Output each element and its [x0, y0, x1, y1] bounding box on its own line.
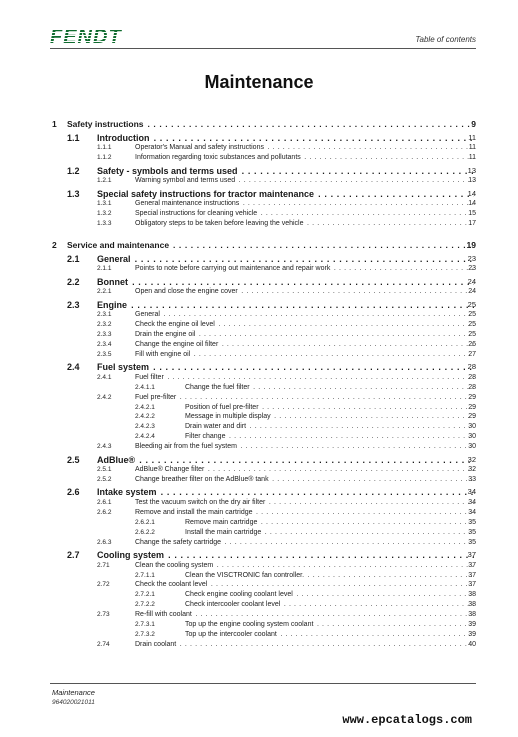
toc-entry-title-wrap	[135, 475, 474, 485]
toc-entry-page: 32	[468, 466, 476, 474]
toc-entry-title: Check engine cooling coolant level	[185, 591, 293, 599]
toc-entry-title-wrap	[135, 350, 474, 360]
toc-entry-page: 35	[468, 518, 476, 526]
toc-entry-number: 2.4	[67, 362, 80, 373]
toc-entry-number: 2.6.2.1	[135, 518, 155, 526]
toc-entry-page: 37	[468, 581, 476, 589]
toc-entry-title-wrap	[185, 600, 474, 610]
toc-entry-number: 1	[52, 119, 57, 129]
toc-entry-level-3[interactable]	[0, 498, 518, 508]
toc-entry-title: Message in multiple display	[185, 413, 271, 421]
toc-entry-number: 2.7.2.2	[135, 601, 155, 609]
toc-entry-level-4[interactable]	[0, 403, 518, 413]
toc-entry-title: Introduction	[97, 132, 150, 143]
toc-entry-title-wrap	[135, 538, 474, 548]
toc-entry-page: 37	[468, 561, 476, 569]
toc-entry-level-3[interactable]	[0, 561, 518, 571]
toc-entry-title: Change the safety cartridge	[135, 538, 221, 546]
toc-entry-level-3[interactable]	[0, 320, 518, 330]
toc-entry-page: 39	[468, 630, 476, 638]
toc-entry-number: 2.1	[67, 253, 80, 264]
toc-entry-title-wrap	[135, 153, 474, 163]
toc-entry-number: 2.4.1.1	[135, 383, 155, 391]
toc-entry-page: 25	[468, 331, 476, 338]
toc-entry-level-2[interactable]	[0, 188, 518, 200]
toc-entry-title-wrap	[185, 620, 474, 630]
toc-entry-title-wrap	[185, 422, 474, 432]
toc-entry-level-3[interactable]	[0, 640, 518, 650]
toc-entry-number: 2.4.2.4	[135, 433, 155, 441]
toc-entry-level-1[interactable]	[0, 118, 518, 130]
toc-entry-title: Test the vacuum switch on the dry air filter	[135, 499, 266, 506]
toc-entry-number: 1.1	[67, 132, 80, 143]
toc-entry-title: Clean the VISCTRONIC fan controller.	[185, 571, 305, 579]
toc-entry-level-3[interactable]	[0, 199, 518, 209]
toc-entry-title-wrap	[135, 442, 474, 452]
toc-entry-title: Cooling system	[97, 550, 165, 560]
toc-entry-title-wrap	[97, 486, 474, 498]
toc-entry-title: Operator's Manual and safety instructions	[135, 144, 264, 152]
toc-entry-title-wrap	[185, 403, 474, 413]
toc-entry-title: Top up the engine cooling system coolant	[185, 621, 314, 628]
toc-entry-level-2[interactable]	[0, 276, 518, 288]
toc-entry-level-3[interactable]	[0, 442, 518, 452]
toc-entry-number: 2.3.1	[97, 311, 112, 319]
toc-entry-level-2[interactable]	[0, 165, 518, 177]
toc-entry-title-wrap	[185, 630, 474, 640]
toc-entry-page: 32	[467, 454, 476, 464]
toc-entry-number: 1.1.1	[97, 144, 112, 152]
toc-entry-title: Change the engine oil filter	[135, 340, 219, 348]
toc-entry-title-wrap	[185, 383, 474, 393]
toc-entry-title: Check intercooler coolant level	[185, 601, 281, 609]
toc-entry-title-wrap	[67, 239, 474, 251]
toc-entry-title: Install the main cartridge	[185, 528, 262, 536]
toc-entry-title: Safety instructions	[67, 119, 144, 129]
toc-entry-number: 2.2	[67, 276, 80, 287]
toc-entry-title: Open and close the engine cover	[135, 288, 238, 296]
toc-entry-page: 30	[468, 423, 476, 431]
toc-entry-level-3[interactable]	[0, 508, 518, 518]
toc-entry-title-wrap	[135, 465, 474, 475]
toc-entry-number: 2.4.2	[97, 393, 112, 401]
toc-entry-level-3[interactable]	[0, 176, 518, 186]
toc-entry-title: Obligatory steps to be taken before leaving the vehicle	[135, 220, 304, 227]
toc-entry-level-2[interactable]	[0, 253, 518, 265]
toc-entry-page: 35	[468, 538, 476, 546]
toc-entry-number: 2.2.1	[97, 288, 112, 296]
page-title: Maintenance	[204, 72, 314, 92]
watermark: www.epcatalogs.com	[342, 713, 472, 727]
toc-entry-level-2[interactable]	[0, 486, 518, 498]
toc-entry-title-wrap	[185, 590, 474, 600]
header-divider	[50, 48, 476, 49]
toc-entry-title: Fuel filter	[135, 373, 164, 381]
toc-entry-number: 2.7.1.1	[135, 571, 155, 579]
toc-entry-page: 39	[468, 621, 476, 628]
toc-entry-title-wrap	[185, 412, 474, 422]
toc-entry-title-wrap	[97, 361, 474, 373]
toc-entry-page: 34	[467, 487, 476, 497]
toc-entry-page: 25	[468, 321, 476, 329]
toc-entry-number: 1.3.3	[97, 220, 112, 227]
toc-entry-title-wrap	[135, 393, 474, 403]
toc-entry-title-wrap	[97, 165, 474, 177]
toc-entry-page: 9	[471, 119, 476, 129]
toc-entry-number: 2.71	[97, 561, 110, 569]
toc-entry-title-wrap	[135, 176, 474, 186]
toc-entry-page: 14	[468, 200, 476, 208]
toc-entry-title-wrap	[185, 571, 474, 581]
toc-entry-page: 14	[467, 188, 476, 198]
toc-entry-number: 2.6.3	[97, 538, 112, 546]
toc-entry-level-2[interactable]	[0, 361, 518, 373]
toc-entry-number: 1.3.2	[97, 210, 112, 218]
toc-entry-level-4[interactable]	[0, 383, 518, 393]
toc-entry-title: Bonnet	[97, 276, 128, 287]
toc-entry-level-3[interactable]	[0, 350, 518, 360]
toc-entry-title: Fuel system	[97, 362, 150, 373]
toc-entry-page: 23	[467, 253, 476, 263]
toc-entry-level-3[interactable]	[0, 610, 518, 620]
toc-entry-number: 2.4.2.2	[135, 413, 155, 421]
toc-entry-number: 2.73	[97, 611, 110, 619]
toc-entry-number: 2.6.2	[97, 508, 112, 516]
toc-entry-title: Remove and install the main cartridge	[135, 508, 253, 516]
toc-entry-number: 2	[52, 239, 57, 250]
toc-entry-level-4[interactable]	[0, 600, 518, 610]
toc-entry-level-4[interactable]	[0, 422, 518, 432]
toc-entry-title: Fill with engine oil	[135, 350, 191, 358]
toc-entry-level-3[interactable]	[0, 153, 518, 163]
toc-entry-page: 13	[468, 177, 476, 185]
toc-entry-level-3[interactable]	[0, 143, 518, 153]
toc-entry-page: 27	[468, 350, 476, 358]
toc-entry-number: 1.2.1	[97, 177, 112, 185]
toc-entry-title-wrap	[135, 199, 474, 209]
toc-entry-level-3[interactable]	[0, 538, 518, 548]
toc-entry-title: Change breather filter on the AdBlue® tank	[135, 476, 269, 483]
toc-entry-page: 33	[468, 476, 476, 483]
toc-entry-level-3[interactable]	[0, 330, 518, 340]
toc-entry-title: General maintenance instructions	[135, 200, 240, 208]
toc-entry-number: 2.7.2.1	[135, 591, 155, 599]
toc-entry-title: Position of fuel pre-filter	[185, 403, 259, 411]
toc-entry-title-wrap	[97, 132, 474, 144]
toc-entry-title-wrap	[97, 188, 474, 200]
toc-entry-page: 35	[468, 528, 476, 536]
toc-entry-level-3[interactable]	[0, 219, 518, 229]
toc-entry-page: 30	[468, 443, 476, 451]
toc-entry-page: 19	[466, 239, 476, 250]
toc-entry-page: 29	[468, 393, 476, 401]
toc-entry-title-wrap	[135, 209, 474, 219]
toc-entry-number: 1.2	[67, 165, 80, 176]
toc-entry-title-wrap	[135, 498, 474, 508]
svg-text:FENDT: FENDT	[50, 27, 122, 45]
toc-entry-page: 29	[468, 413, 476, 421]
toc-entry-title-wrap	[135, 320, 474, 330]
toc-entry-title-wrap	[97, 253, 474, 265]
toc-entry-title: Drain coolant	[135, 640, 177, 648]
toc-entry-page: 24	[468, 288, 476, 296]
toc-entry-title-wrap	[185, 518, 474, 528]
toc-entry-title-wrap	[135, 508, 474, 518]
toc-entry-title: Service and maintenance	[67, 239, 170, 250]
toc-entry-number: 2.5.2	[97, 476, 112, 483]
toc-entry-title-wrap	[135, 330, 474, 340]
toc-entry-page: 25	[468, 311, 476, 319]
toc-entry-level-2[interactable]	[0, 299, 518, 311]
toc-entry-page: 26	[468, 340, 476, 348]
toc-entry-level-4[interactable]	[0, 528, 518, 538]
toc-entry-page: 38	[468, 591, 476, 599]
toc-entry-number: 2.4.2.3	[135, 423, 155, 431]
toc-entry-title: Re-fill with coolant	[135, 611, 192, 619]
toc-entry-page: 38	[468, 611, 476, 619]
toc-entry-number: 2.4.2.1	[135, 403, 155, 411]
toc-entry-title: General	[135, 311, 160, 319]
toc-entry-page: 28	[468, 383, 476, 391]
toc-entry-title-wrap	[135, 340, 474, 350]
toc-entry-page: 17	[468, 220, 476, 227]
toc-entry-title: Bleeding air from the fuel system	[135, 443, 237, 451]
toc-entry-level-2[interactable]	[0, 132, 518, 144]
toc-entry-number: 2.74	[97, 640, 110, 648]
toc-entry-title: Special instructions for cleaning vehicle	[135, 210, 258, 218]
toc-entry-title: AdBlue®	[97, 454, 136, 465]
toc-entry-number: 2.6.2.2	[135, 528, 155, 536]
toc-entry-level-3[interactable]	[0, 264, 518, 274]
toc-entry-page: 29	[468, 403, 476, 411]
toc-entry-number: 2.7.3.2	[135, 630, 155, 638]
toc-entry-title: Points to note before carrying out maintenance and repair work	[135, 265, 331, 273]
toc-entry-level-3[interactable]	[0, 209, 518, 219]
toc-entry-page: 24	[467, 276, 476, 286]
fendt-logo	[50, 27, 148, 45]
toc-entry-page: 37	[467, 550, 476, 559]
toc-entry-number: 2.1.1	[97, 265, 112, 273]
toc-entry-title-wrap	[135, 373, 474, 383]
toc-entry-page: 11	[468, 154, 476, 162]
toc-entry-title: Drain water and dirt	[185, 423, 247, 431]
toc-entry-level-3[interactable]	[0, 310, 518, 320]
toc-entry-number: 2.3.2	[97, 321, 112, 329]
toc-entry-title-wrap	[67, 118, 474, 130]
toc-entry-page: 28	[468, 373, 476, 381]
toc-entry-title-wrap	[185, 528, 474, 538]
toc-entry-title: Top up the intercooler coolant	[185, 630, 277, 638]
toc-entry-level-2[interactable]	[0, 549, 518, 561]
toc-entry-level-3[interactable]	[0, 287, 518, 297]
toc-entry-number: 1.3	[67, 188, 80, 199]
toc-entry-level-4[interactable]	[0, 630, 518, 640]
toc-entry-page: 23	[468, 265, 476, 273]
toc-entry-level-3[interactable]	[0, 393, 518, 403]
toc-entry-page: 34	[468, 499, 476, 506]
toc-entry-title-wrap	[97, 299, 474, 311]
toc-entry-title-wrap	[135, 310, 474, 320]
toc-entry-level-4[interactable]	[0, 590, 518, 600]
toc-entry-number: 2.5	[67, 454, 80, 465]
toc-entry-level-3[interactable]	[0, 475, 518, 485]
toc-entry-title-wrap	[135, 640, 474, 650]
toc-entry-title: Intake system	[97, 487, 157, 498]
toc-entry-title: Safety - symbols and terms used	[97, 165, 238, 176]
toc-entry-title-wrap	[135, 287, 474, 297]
toc-entry-page: 25	[467, 299, 476, 309]
toc-entry-title-wrap	[97, 276, 474, 288]
toc-entry-title: Warning symbol and terms used	[135, 177, 236, 185]
toc-entry-number: 2.7	[67, 550, 80, 560]
toc-entry-page: 34	[468, 508, 476, 516]
toc-entry-title: AdBlue® Change filter	[135, 466, 205, 474]
toc-entry-page: 37	[468, 571, 476, 579]
toc-entry-title: Check the engine oil level	[135, 321, 215, 329]
toc-entry-level-3[interactable]	[0, 340, 518, 350]
toc-entry-title: Clean the cooling system	[135, 561, 214, 569]
toc-entry-number: 2.6.1	[97, 499, 112, 506]
toc-entry-title: General	[97, 253, 131, 264]
toc-entry-title-wrap	[135, 143, 474, 153]
toc-entry-level-1[interactable]	[0, 239, 518, 251]
toc-entry-number: 2.4.3	[97, 443, 112, 451]
toc-entry-level-3[interactable]	[0, 580, 518, 590]
toc-entry-number: 1.3.1	[97, 200, 112, 208]
toc-entry-title: Filter change	[185, 433, 226, 441]
toc-entry-page: 11	[468, 144, 476, 152]
toc-entry-title-wrap	[97, 549, 474, 561]
toc-entry-level-4[interactable]	[0, 432, 518, 442]
toc-entry-page: 30	[468, 433, 476, 441]
toc-entry-title-wrap	[135, 264, 474, 274]
toc-entry-level-3[interactable]	[0, 465, 518, 475]
toc-entry-number: 2.5.1	[97, 466, 112, 474]
toc-entry-number: 2.4.1	[97, 373, 112, 381]
toc-entry-title: Information regarding toxic substances and pollutants	[135, 154, 301, 162]
toc-entry-title: Special safety instructions for tractor maintenance	[97, 188, 315, 199]
toc-entry-title-wrap	[97, 454, 474, 466]
toc-entry-title: Remove main cartridge	[185, 518, 258, 526]
toc-entry-title: Engine	[97, 299, 128, 310]
toc-entry-page: 38	[468, 601, 476, 609]
toc-entry-level-2[interactable]	[0, 454, 518, 466]
toc-entry-number: 2.3	[67, 299, 80, 310]
toc-entry-title: Drain the engine oil	[135, 331, 196, 338]
toc-entry-number: 2.3.3	[97, 331, 112, 338]
toc-entry-number: 2.72	[97, 581, 110, 589]
toc-entry-level-4[interactable]	[0, 571, 518, 581]
toc-entry-page: 13	[467, 165, 476, 175]
toc-entry-page: 15	[468, 210, 476, 218]
toc-entry-level-4[interactable]	[0, 620, 518, 630]
toc-entry-number: 2.3.5	[97, 350, 112, 358]
toc-entry-page: 11	[468, 132, 476, 142]
footer-title: Maintenance	[52, 688, 95, 697]
toc-entry-number: 2.3.4	[97, 340, 112, 348]
toc-entry-page: 28	[467, 362, 476, 372]
toc-entry-title: Fuel pre-filter	[135, 393, 177, 401]
toc-entry-title-wrap	[135, 561, 474, 571]
toc-entry-level-4[interactable]	[0, 412, 518, 422]
toc-entry-number: 1.1.2	[97, 154, 112, 162]
toc-entry-level-3[interactable]	[0, 373, 518, 383]
toc-entry-title-wrap	[135, 580, 474, 590]
toc-entry-number: 2.7.3.1	[135, 621, 155, 628]
toc-entry-number: 2.6	[67, 487, 80, 498]
toc-entry-page: 40	[468, 640, 476, 648]
toc-entry-title: Check the coolant level	[135, 581, 208, 589]
toc-entry-title: Change the fuel filter	[185, 383, 250, 391]
footer-divider	[50, 683, 476, 684]
header-title: Table of contents	[415, 35, 476, 44]
toc-entry-title-wrap	[185, 432, 474, 442]
footer-document-code: 964020021011	[52, 699, 95, 706]
toc-entry-title-wrap	[135, 219, 474, 229]
toc-entry-title-wrap	[135, 610, 474, 620]
toc-entry-level-4[interactable]	[0, 518, 518, 528]
